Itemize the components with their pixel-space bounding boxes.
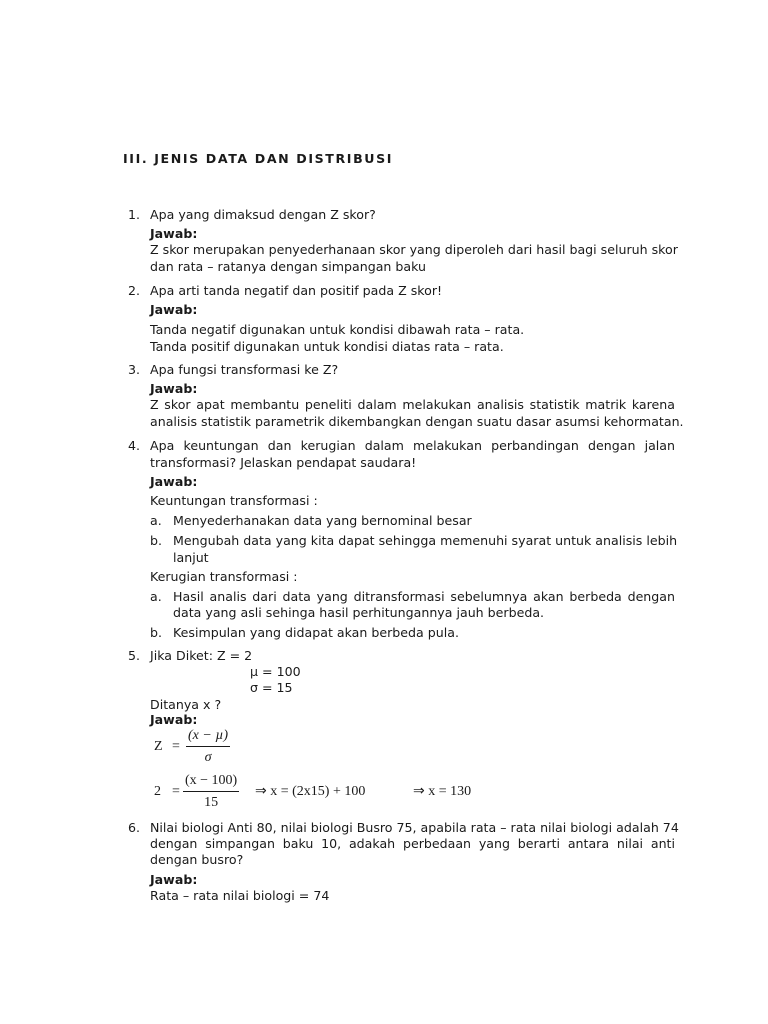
section-title: III. JENIS DATA DAN DISTRIBUSI bbox=[123, 151, 394, 166]
q4-keuntungan-b-line2: lanjut bbox=[173, 550, 209, 565]
q1-number: 1. bbox=[128, 207, 141, 222]
eq2-equals: = bbox=[172, 784, 180, 799]
q4-keuntungan-b-marker: b. bbox=[150, 533, 162, 548]
eq1-lhs: Z bbox=[154, 739, 163, 754]
eq2-step1: ⇒ x = (2x15) + 100 bbox=[255, 784, 366, 799]
q3-question: Apa fungsi transformasi ke Z? bbox=[150, 362, 339, 377]
eq2-numerator: (x − 100) bbox=[183, 772, 239, 792]
q4-kerugian-a-marker: a. bbox=[150, 589, 162, 604]
eq1-denominator: σ bbox=[204, 750, 212, 765]
q5-ditanya: Ditanya x ? bbox=[150, 697, 222, 712]
q4-kerugian-label: Kerugian transformasi : bbox=[150, 569, 298, 584]
eq2-step2: ⇒ x = 130 bbox=[413, 784, 472, 799]
q5-number: 5. bbox=[128, 648, 141, 663]
q6-answer-line1: Rata – rata nilai biologi = 74 bbox=[150, 888, 330, 903]
eq1-numerator: (x − µ) bbox=[186, 727, 230, 747]
q5-diket-sigma: σ = 15 bbox=[250, 680, 293, 695]
q6-question-line2: dengan simpangan baku 10, adakah perbedaan yang berarti antara nilai anti bbox=[150, 836, 675, 851]
q4-kerugian-a-line1: Hasil analis dari data yang ditransformasi sebelumnya akan berbeda dengan bbox=[173, 589, 675, 604]
q5-diket-z: Jika Diket: Z = 2 bbox=[150, 648, 253, 663]
q3-answer-line1: Z skor apat membantu peneliti dalam melakukan analisis statistik matrik karena bbox=[150, 397, 675, 412]
q4-keuntungan-b-line1: Mengubah data yang kita dapat sehingga memenuhi syarat untuk analisis lebih bbox=[173, 533, 678, 548]
q6-jawab-label: Jawab: bbox=[150, 872, 198, 887]
q2-answer-line1: Tanda negatif digunakan untuk kondisi dibawah rata – rata. bbox=[150, 322, 525, 337]
q2-number: 2. bbox=[128, 283, 141, 298]
q4-kerugian-b: Kesimpulan yang didapat akan berbeda pula. bbox=[173, 625, 459, 640]
q1-question: Apa yang dimaksud dengan Z skor? bbox=[150, 207, 376, 222]
q4-question-line1: Apa keuntungan dan kerugian dalam melakukan perbandingan dengan jalan bbox=[150, 438, 675, 453]
q5-diket-mu: µ = 100 bbox=[250, 664, 301, 679]
q1-answer-line1: Z skor merupakan penyederhanaan skor yang diperoleh dari hasil bagi seluruh skor bbox=[150, 242, 678, 257]
q2-answer-line2: Tanda positif digunakan untuk kondisi diatas rata – rata. bbox=[150, 339, 504, 354]
eq2-lhs: 2 bbox=[154, 784, 161, 799]
q4-keuntungan-label: Keuntungan transformasi : bbox=[150, 493, 318, 508]
q4-keuntungan-a-marker: a. bbox=[150, 513, 162, 528]
eq2-denominator: 15 bbox=[204, 795, 219, 810]
eq1-equals: = bbox=[172, 739, 180, 754]
q1-jawab-label: Jawab: bbox=[150, 226, 198, 241]
q3-jawab-label: Jawab: bbox=[150, 381, 198, 396]
q2-jawab-label: Jawab: bbox=[150, 302, 198, 317]
q1-answer-line2: dan rata – ratanya dengan simpangan baku bbox=[150, 259, 426, 274]
q4-number: 4. bbox=[128, 438, 141, 453]
q3-answer-line2: analisis statistik parametrik dikembangkan dengan suatu dasar asumsi kehormatan. bbox=[150, 414, 684, 429]
q6-question-line3: dengan busro? bbox=[150, 852, 244, 867]
q4-keuntungan-a: Menyederhanakan data yang bernominal besar bbox=[173, 513, 472, 528]
q4-kerugian-a-line2: data yang asli sehinga hasil perhitungannya jauh berbeda. bbox=[173, 605, 545, 620]
q5-jawab-label: Jawab: bbox=[150, 712, 198, 727]
q6-number: 6. bbox=[128, 820, 141, 835]
q4-question-line2: transformasi? Jelaskan pendapat saudara! bbox=[150, 455, 417, 470]
q3-number: 3. bbox=[128, 362, 141, 377]
q6-question-line1: Nilai biologi Anti 80, nilai biologi Busro 75, apabila rata – rata nilai biologi adalah 74 bbox=[150, 820, 679, 835]
q2-question: Apa arti tanda negatif dan positif pada Z skor! bbox=[150, 283, 443, 298]
eq1-fraction bbox=[186, 727, 230, 767]
q4-kerugian-b-marker: b. bbox=[150, 625, 162, 640]
eq2-fraction bbox=[183, 772, 239, 812]
q4-jawab-label: Jawab: bbox=[150, 474, 198, 489]
